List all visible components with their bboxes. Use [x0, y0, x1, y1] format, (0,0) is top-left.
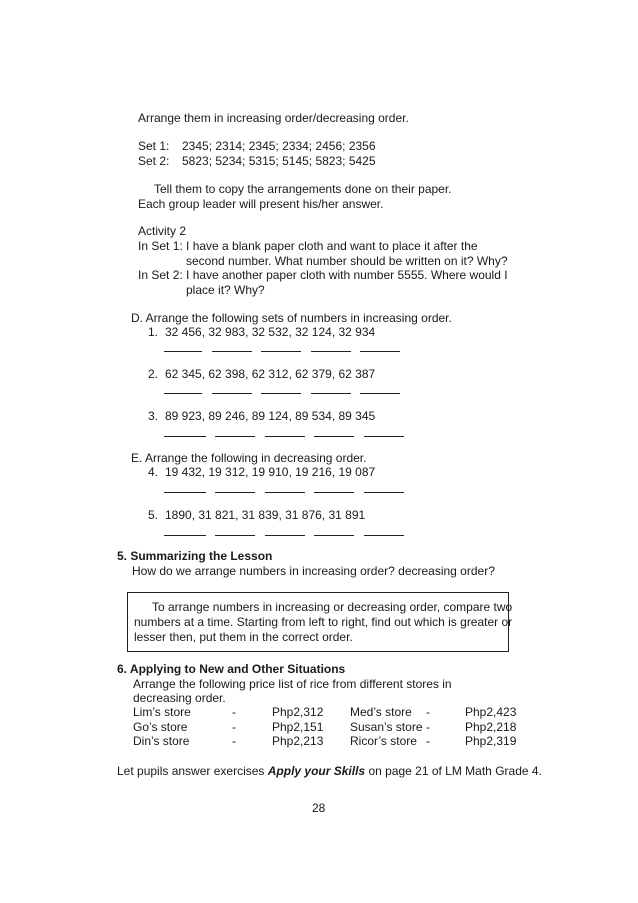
store-price: Php2,151 — [272, 720, 324, 734]
item-5-values: 1890, 31 821, 31 839, 31 876, 31 891 — [165, 508, 366, 522]
set-2-label: Set 2: — [138, 154, 170, 168]
summarizing-heading: 5. Summarizing the Lesson — [117, 549, 273, 563]
item-3-values: 89 923, 89 246, 89 124, 89 534, 89 345 — [165, 409, 376, 423]
answer-blank — [212, 393, 252, 394]
answer-blank — [265, 436, 305, 437]
store-dash: - — [232, 720, 236, 734]
section-d-heading: D. Arrange the following sets of numbers in increasing order. — [131, 311, 452, 325]
store-name: Med’s store — [350, 705, 412, 719]
applying-instruction-line1: Arrange the following price list of rice from different stores in — [133, 677, 452, 691]
answer-blank — [164, 351, 202, 352]
store-price: Php2,312 — [272, 705, 324, 719]
store-name: Din’s store — [133, 734, 190, 748]
footer-prefix: Let pupils answer exercises — [117, 764, 268, 778]
answer-blank — [360, 393, 400, 394]
leader-instruction: Each group leader will present his/her answer. — [138, 197, 384, 211]
store-dash: - — [426, 734, 430, 748]
applying-heading: 6. Applying to New and Other Situations — [117, 662, 346, 676]
answer-blank — [314, 535, 354, 536]
answer-blank — [360, 351, 400, 352]
arrange-instruction: Arrange them in increasing order/decreasing order. — [138, 111, 409, 125]
activity-title: Activity 2 — [138, 224, 187, 238]
set-1-numbers: 2345; 2314; 2345; 2334; 2456; 2356 — [182, 139, 376, 153]
answer-blank — [215, 535, 255, 536]
answer-blank — [164, 492, 206, 493]
item-1-number: 1. — [148, 325, 159, 339]
answer-blank — [164, 436, 206, 437]
summarizing-question: How do we arrange numbers in increasing order? decreasing order? — [132, 564, 495, 578]
footer-instruction — [117, 764, 542, 779]
item-1-values: 32 456, 32 983, 32 532, 32 124, 32 934 — [165, 325, 376, 339]
answer-blank — [364, 436, 404, 437]
set-1-label: Set 1: — [138, 139, 170, 153]
store-name: Susan’s store — [350, 720, 423, 734]
store-price: Php2,423 — [465, 705, 517, 719]
answer-blank — [215, 436, 255, 437]
summary-box-line-1: To arrange numbers in increasing or decreasing order, compare two — [152, 600, 513, 614]
store-price: Php2,218 — [465, 720, 517, 734]
footer-suffix: on page 21 of LM Math Grade 4. — [365, 764, 542, 778]
summary-box-line-2: numbers at a time. Starting from left to right, find out which is greater or — [134, 615, 513, 629]
page-number: 28 — [312, 801, 326, 815]
answer-blank — [364, 535, 404, 536]
answer-blank — [212, 351, 252, 352]
item-3-number: 3. — [148, 409, 159, 423]
summary-box-line-3: lesser then, put them in the correct order. — [134, 630, 353, 644]
answer-blank — [164, 393, 202, 394]
applying-instruction-line2: decreasing order. — [133, 691, 226, 705]
answer-blank — [314, 436, 354, 437]
item-2-values: 62 345, 62 398, 62 312, 62 379, 62 387 — [165, 367, 376, 381]
item-4-values: 19 432, 19 312, 19 910, 19 216, 19 087 — [165, 465, 376, 479]
item-2-number: 2. — [148, 367, 159, 381]
activity-set1-line1: In Set 1: I have a blank paper cloth and want to place it after the — [138, 239, 478, 253]
store-dash: - — [232, 734, 236, 748]
section-e-heading: E. Arrange the following in decreasing order. — [131, 451, 367, 465]
answer-blank — [164, 535, 206, 536]
answer-blank — [364, 492, 404, 493]
answer-blank — [311, 351, 351, 352]
answer-blank — [261, 393, 301, 394]
summary-box — [127, 592, 513, 652]
answer-blank — [265, 535, 305, 536]
answer-blank — [314, 492, 354, 493]
answer-blank — [261, 351, 301, 352]
store-name: Go’s store — [133, 720, 188, 734]
store-price: Php2,319 — [465, 734, 517, 748]
item-5-number: 5. — [148, 508, 159, 522]
store-dash: - — [232, 705, 236, 719]
answer-blank — [265, 492, 305, 493]
set-2-numbers: 5823; 5234; 5315; 5145; 5823; 5425 — [182, 154, 376, 168]
answer-blank — [311, 393, 351, 394]
copy-instruction: Tell them to copy the arrangements done on their paper. — [154, 182, 452, 196]
store-dash: - — [426, 705, 430, 719]
activity-set2-line1: In Set 2: I have another paper cloth with number 5555. Where would I — [138, 268, 508, 282]
item-4-number: 4. — [148, 465, 159, 479]
footer-emphasis: Apply your Skills — [267, 764, 366, 778]
store-name: Ricor’s store — [350, 734, 417, 748]
store-dash: - — [426, 720, 430, 734]
store-price: Php2,213 — [272, 734, 324, 748]
activity-set2-line2: place it? Why? — [186, 283, 265, 297]
store-name: Lim’s store — [133, 705, 191, 719]
answer-blank — [215, 492, 255, 493]
activity-set1-line2: second number. What number should be written on it? Why? — [186, 254, 508, 268]
